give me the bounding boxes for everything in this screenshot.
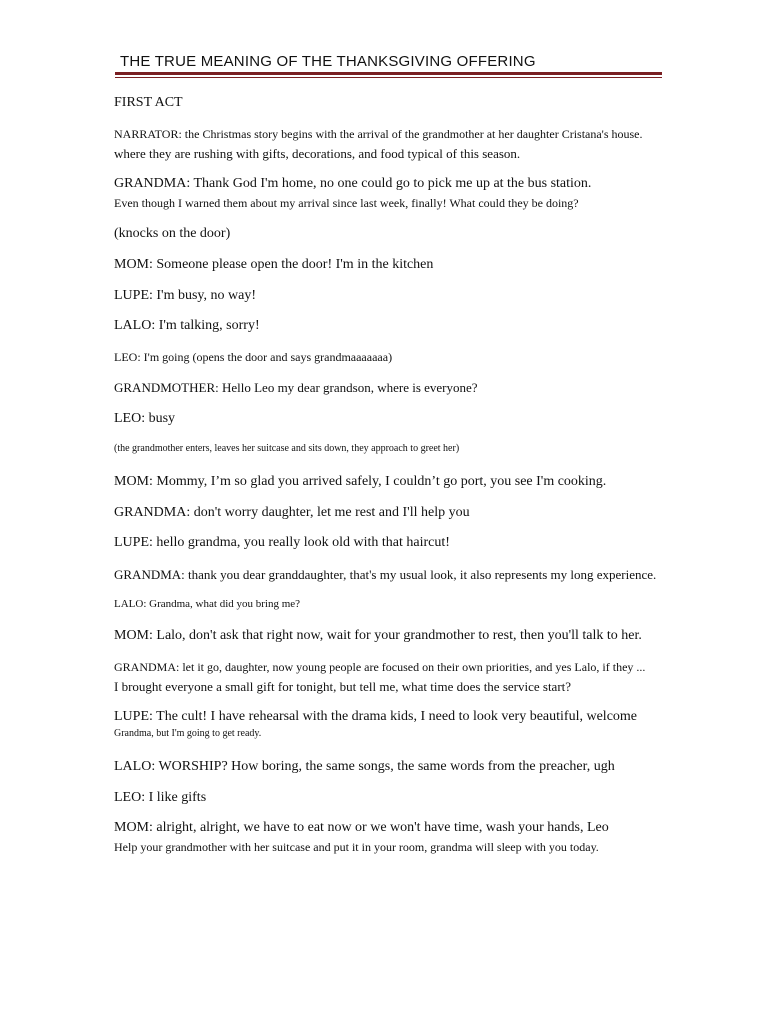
script-line: LEO: busy	[114, 411, 176, 426]
act-heading: FIRST ACT	[114, 95, 183, 110]
title-rule-thick	[115, 72, 662, 75]
script-line: LUPE: The cult! I have rehearsal with the drama kids, I need to look very beautiful, welcome	[114, 709, 638, 724]
script-line: Even though I warned them about my arrival since last week, finally! What could they be doing?	[114, 196, 579, 210]
script-line: Grandma, but I'm going to get ready.	[114, 728, 262, 739]
script-line: LUPE: hello grandma, you really look old with that haircut!	[114, 535, 450, 550]
script-line: LUPE: I'm busy, no way!	[114, 288, 256, 303]
script-line: GRANDMA: thank you dear granddaughter, that's my usual look, it also represents my long experience.	[114, 567, 657, 582]
script-line: LEO: I like gifts	[114, 790, 207, 805]
stage-direction: (the grandmother enters, leaves her suitcase and sits down, they approach to greet her)	[114, 443, 460, 454]
script-line: LEO: I'm going (opens the door and says grandmaaaaaaa)	[114, 350, 393, 364]
script-line: GRANDMOTHER: Hello Leo my dear grandson, where is everyone?	[114, 380, 478, 395]
script-line: where they are rushing with gifts, decorations, and food typical of this season.	[114, 146, 521, 161]
title-rule-thin	[115, 77, 662, 78]
script-line: GRANDMA: let it go, daughter, now young people are focused on their own priorities, and yes Lalo, if they ...	[114, 660, 646, 674]
script-line: NARRATOR: the Christmas story begins with the arrival of the grandmother at her daughter Cristana's house.	[114, 127, 643, 141]
script-line: MOM: Someone please open the door! I'm in the kitchen	[114, 257, 434, 272]
script-line: LALO: WORSHIP? How boring, the same songs, the same words from the preacher, ugh	[114, 759, 615, 774]
script-line: LALO: I'm talking, sorry!	[114, 318, 260, 333]
script-line: MOM: alright, alright, we have to eat now or we won't have time, wash your hands, Leo	[114, 820, 609, 835]
script-line: MOM: Mommy, I’m so glad you arrived safely, I couldn’t go port, you see I'm cooking.	[114, 474, 607, 489]
script-line: GRANDMA: Thank God I'm home, no one could go to pick me up at the bus station.	[114, 176, 592, 191]
script-line: Help your grandmother with her suitcase and put it in your room, grandma will sleep with you today.	[114, 840, 599, 854]
document-title: THE TRUE MEANING OF THE THANKSGIVING OFFERING	[120, 53, 536, 70]
script-line: GRANDMA: don't worry daughter, let me rest and I'll help you	[114, 505, 470, 520]
script-line: LALO: Grandma, what did you bring me?	[114, 598, 301, 610]
script-line: MOM: Lalo, don't ask that right now, wait for your grandmother to rest, then you'll talk to her.	[114, 628, 642, 643]
stage-direction: (knocks on the door)	[114, 226, 231, 241]
script-line: I brought everyone a small gift for tonight, but tell me, what time does the service start?	[114, 679, 572, 694]
